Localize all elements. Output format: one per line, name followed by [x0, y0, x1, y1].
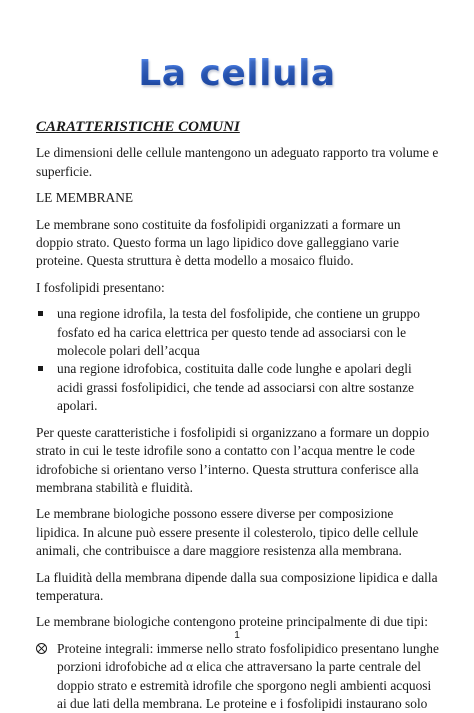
membrane-paragraph: Le membrane sono costituite da fosfolipidi organizzati a formare un doppio strato. Questo forma un lago lipidico dove galleggiano varie proteine. Questa struttura è detta modello a mosaico fluido. [36, 216, 401, 269]
bilayer-paragraph: Per queste caratteristiche i fosfolipidi si organizzano a formare un doppio strato in cui le teste idrofile sono a contatto con l’acqua mentre le code idrofobiche si orientano verso l’interno. Questa struttura conferisce alla membrana stabilità e fluidità. [36, 424, 430, 495]
list-item [36, 640, 440, 713]
list-item-text: Proteine integrali: immerse nello strato fosfolipidico presentano lunghe porzioni idrofobiche ad α elica che attraversano la parte centrale del doppio strato e estremità idrofile che sporgono negli ambienti acquosi ai due lati della membrana. Le proteine e i fosfolipidi instaurano solo [57, 640, 439, 711]
fluidity-paragraph: La fluidità della membrana dipende dalla sua composizione lipidica e dalla temperatura. [36, 569, 438, 603]
list-item-text: una regione idrofobica, costituita dalle code lunghe e apolari degli acidi grassi fosfolipidici, che tende ad associarsi con altre sostanze apolari. [57, 361, 414, 414]
square-bullet-icon [38, 366, 43, 371]
page-number: 1 [234, 630, 240, 641]
title-container [0, 54, 474, 94]
list-item [36, 305, 440, 360]
list-item [36, 360, 440, 415]
square-bullet-icon [38, 311, 43, 316]
list-item-text: una regione idrofila, la testa del fosfolipide, che contiene un gruppo fosfato ed ha carica elettrica per questo tende ad associarsi con le molecole polari dell’acqua [57, 306, 420, 359]
page-title: La cellula [138, 53, 336, 94]
circled-cross-bullet-icon [36, 643, 47, 654]
section-heading: CARATTERISTICHE COMUNI [36, 119, 240, 135]
protein-list [36, 640, 440, 713]
intro-paragraph: Le dimensioni delle cellule mantengono un adeguato rapporto tra volume e superficie. [36, 145, 439, 179]
phospholipid-list [36, 305, 440, 415]
document-body [36, 118, 440, 713]
membrane-heading: LE MEMBRANE [36, 190, 134, 206]
phospholipids-intro: I fosfolipidi presentano: [36, 279, 165, 295]
composition-paragraph: Le membrane biologiche possono essere diverse per composizione lipidica. In alcune può essere presente il colesterolo, tipico delle cellule animali, che contribuisce a dare maggiore resistenza alla membrana. [36, 506, 419, 559]
proteins-intro: Le membrane biologiche contengono proteine principalmente di due tipi: [36, 614, 428, 630]
